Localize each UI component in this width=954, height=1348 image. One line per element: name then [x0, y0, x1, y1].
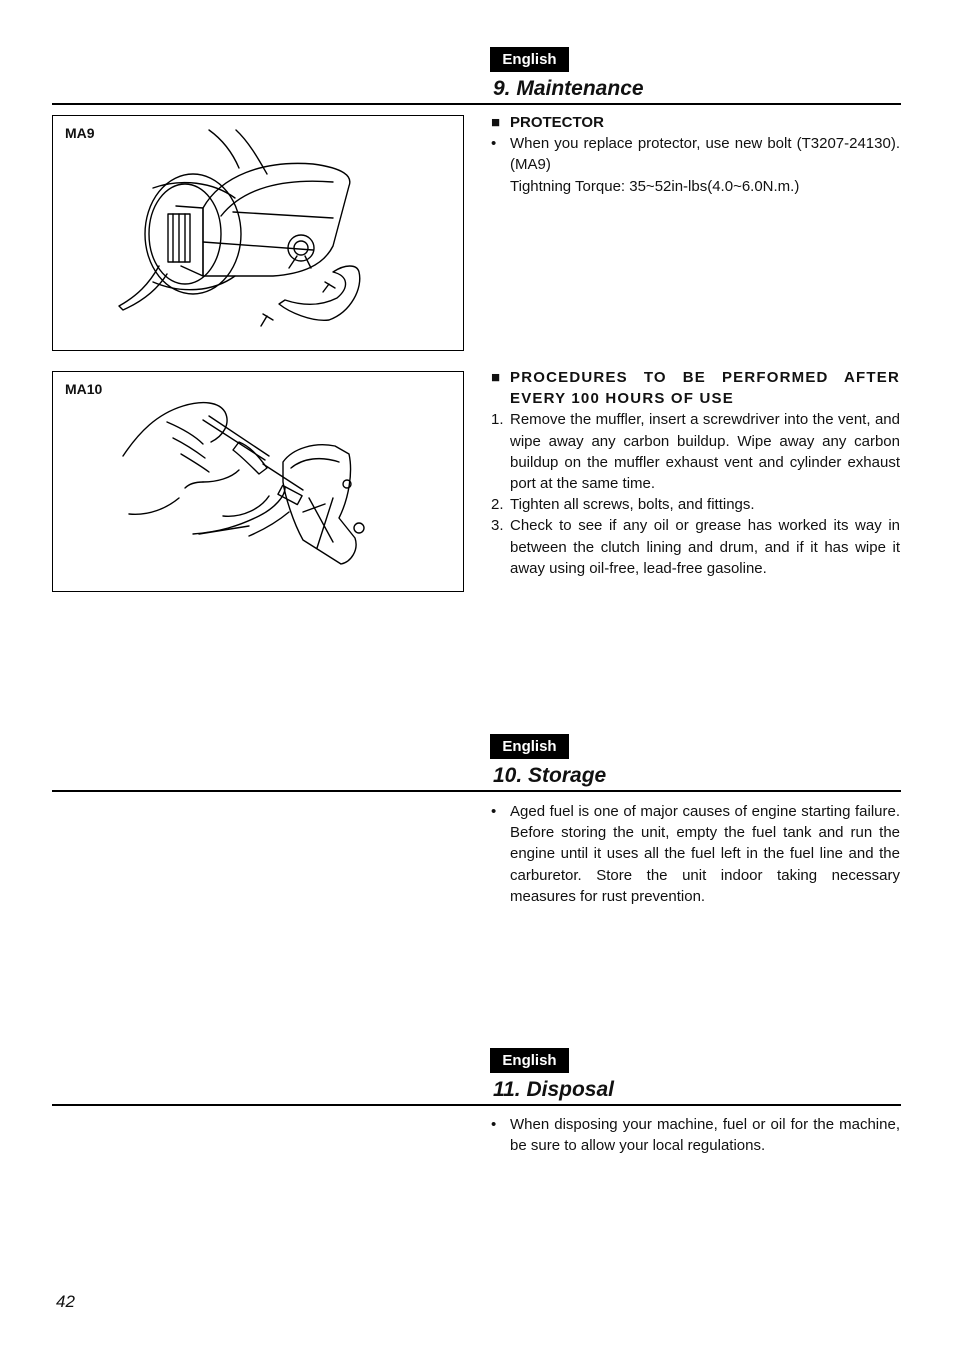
protector-section [491, 112, 900, 197]
bullet-icon: • [491, 135, 497, 153]
section-title-disposal: 11. Disposal [493, 1078, 614, 1101]
procedures-section [491, 367, 900, 579]
item-text: Check to see if any oil or grease has worked its way in between the clutch lining and drum, and if it has wipe it away using oil-free, lead-free gasoline. [510, 517, 900, 577]
figure-ma10 [52, 371, 464, 592]
section-title-storage: 10. Storage [493, 764, 607, 787]
section-rule [52, 103, 901, 105]
item-text: Tighten all screws, bolts, and fittings. [510, 496, 755, 514]
torque-spec: Tightning Torque: 35~52in-lbs(4.0~6.0N.m.) [510, 177, 800, 195]
disposal-text: When disposing your machine, fuel or oil for the machine, be sure to allow your local regulations. [510, 1116, 900, 1155]
protector-instruction: When you replace protector, use new bolt (T3207-24130). (MA9) [510, 135, 900, 174]
square-marker-icon: ■ [491, 369, 502, 386]
list-item [491, 1114, 900, 1156]
procedures-heading [491, 367, 900, 409]
figure-label: MA10 [65, 381, 103, 397]
section-rule [52, 1104, 901, 1106]
storage-section [491, 801, 900, 907]
list-item [491, 133, 900, 175]
protector-heading [491, 112, 900, 133]
item-number: 2. [491, 496, 504, 514]
list-item [491, 801, 900, 907]
list-item [491, 494, 900, 515]
bullet-icon: • [491, 1116, 497, 1133]
section-rule [52, 790, 901, 792]
bullet-icon: • [491, 803, 497, 820]
square-marker-icon: ■ [491, 114, 501, 131]
language-badge: English [490, 1048, 569, 1073]
disposal-section [491, 1114, 900, 1156]
heading-text: PROTECTOR [510, 114, 604, 131]
figure-ma9 [52, 115, 464, 351]
storage-text: Aged fuel is one of major causes of engine starting failure. Before storing the unit, empty the fuel tank and run the engine until it uses all the fuel left in the fuel line and the carburetor. Store the unit indoor taking necessary measures for rust prevention. [510, 803, 900, 905]
list-item [491, 515, 900, 579]
item-text: Remove the muffler, insert a screwdriver into the vent, and wipe away any carbon buildup. Wipe away any carbon buildup on the muffler exhaust vent and cylinder exhaust port at the same time. [510, 411, 900, 493]
list-item [491, 409, 900, 494]
item-number: 1. [491, 411, 504, 429]
protector-illustration [53, 116, 463, 350]
figure-label: MA9 [65, 125, 95, 141]
page-number: 42 [56, 1292, 75, 1311]
item-number: 3. [491, 517, 504, 535]
section-title-maintenance: 9. Maintenance [493, 77, 644, 100]
muffler-cleaning-illustration [53, 372, 463, 591]
language-badge: English [490, 734, 569, 759]
heading-text: PROCEDURES TO BE PERFORMED AFTER EVERY 100 HOURS OF USE [510, 369, 900, 408]
language-badge: English [490, 47, 569, 72]
